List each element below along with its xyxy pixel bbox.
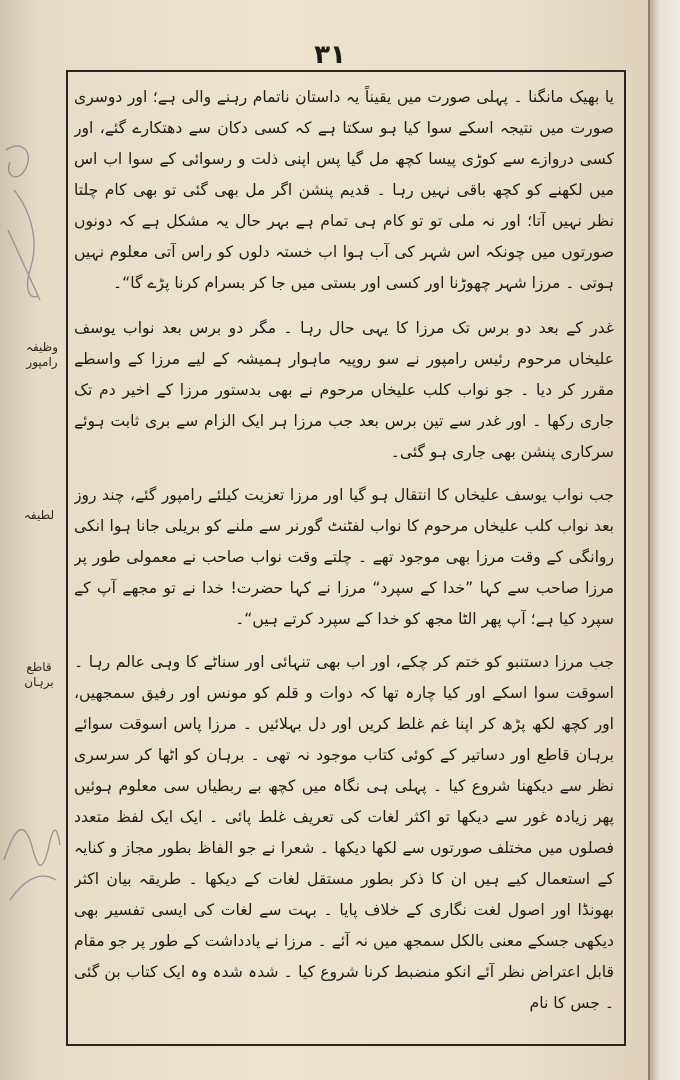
margin-note-latifa: لطیفہ (23, 508, 55, 522)
paragraph-1: یا بھیک مانگنا ۔ پہلی صورت میں یقیناً یہ داستان ناتمام رہنے والی ہے؛ اور دوسری صورت میں نتیجہ اسکے سوا کیا ہو سکتا ہے کہ کسی دکان سے دھتکارے گئے، اور کسی دروازے سے کوڑی پیسا کچھ مل گیا پس اپنی ذلت و رسوائی کے سوا اب اس میں لکھنے کو کچھ باقی نہیں رہا ۔ قدیم پنشن اگر مل بھی گئی تو بھی کام چلتا نظر نہیں آتا؛ اور نہ ملی تو تو کام ہی تمام ہے بہر حال یہ مشکل ہے کہ دونوں صورتوں میں چونکہ اس شہر کی آب ہوا اب خستہ دلوں کو راس آتی معلوم نہیں ہوتی ۔ مرزا شہر چھوڑنا اور کسی اور بستی میں جا کر بسرام کرنا پڑے گا“۔ (74, 88, 614, 292)
margin-note-wazifa: وظیفہ رامپور (25, 340, 59, 369)
page-number: ۳۱ (314, 40, 346, 70)
paragraph-3: جب نواب یوسف علیخاں کا انتقال ہو گیا اور مرزا تعزیت کیلئے رامپور گئے، چند روز بعد نواب کلب علیخاں مرحوم کا نواب لفٹنٹ گورنر سے ملنے کو بریلی جانا ہوا انکی روانگی کے وقت مرزا بھی موجود تھے ۔ چلتے وقت نواب صاحب نے معمولی طور پر مرزا صاحب سے کہا ”خدا کے سپرد“ مرزا نے کہا حضرت! خدا نے تو مجھے آپ کے سپرد کیا ہے؛ آپ پھر الٹا مجھ کو خدا کے سپرد کرتے ہیں“۔ (74, 486, 614, 628)
margin-note-qati: قاطع برہان (24, 660, 54, 689)
paragraph-4: جب مرزا دستنبو کو ختم کر چکے، اور اب بھی تنہائی اور سناٹے کا وہی عالم رہا ۔ اسوقت سوا اسکے اور کیا چارہ تھا کہ دوات و قلم کو مونس اور رفیق سمجھیں، اور کچھ لکھ پڑھ کر اپنا غم غلط کریں اور دل بہلائیں ۔ مرزا پاس اسوقت سوائے برہان قاطع اور دساتیر کے کوئی کتاب موجود نہ تھی ۔ برہان کو اٹھا کر سرسری نظر سے دیکھنا شروع کیا ۔ پہلی ہی نگاہ میں کچھ بے ربطیاں سی معلوم ہوئیں پھر زیادہ غور سے دیکھا تو اکثر لغات کی تعریف غلط پائی ۔ ایک ایک لفظ متعدد فصلوں میں مختلف صورتوں سے لکھا دیکھا ۔ شعرا نے جو الفاظ بطور مجاز و کنایہ کے استعمال کیے ہیں ان کا ذکر بطور مستقل لغات کے دیکھا ۔ طریقہ بیان اکثر بھونڈا اور اصول لغت نگاری کے خلاف پایا ۔ بہت سے لغات کی ایسی تفسیر بھی دیکھی جسکے معنی بالکل سمجھ میں نہ آئے ۔ مرزا نے یادداشت کے طور پر جو مقام قابل اعتراض نظر آئے انکو منضبط کرنا شروع کیا ۔ شدہ شدہ وہ ایک کتاب بن گئی ۔ جس کا نام (74, 653, 614, 1012)
pencil-scribble-top-left (6, 146, 40, 300)
paragraph-2: غدر کے بعد دو برس تک مرزا کا یہی حال رہا ۔ مگر دو برس بعد نواب یوسف علیخاں مرحوم رئیس رامپور نے سو روپیہ ماہوار ہمیشہ کے لیے مرزا کے واسطے مقرر کر دیا ۔ جو نواب کلب علیخاں مرحوم نے بھی بدستور مرزا کے اخیر دم تک جاری رکھا ۔ اور غدر سے تین برس بعد جب مرزا ہر ایک الزام سے بری ثابت ہوئے سرکاری پنشن بھی جاری ہو گئی۔ (74, 319, 614, 461)
pencil-scribble-bottom-left (4, 830, 60, 900)
